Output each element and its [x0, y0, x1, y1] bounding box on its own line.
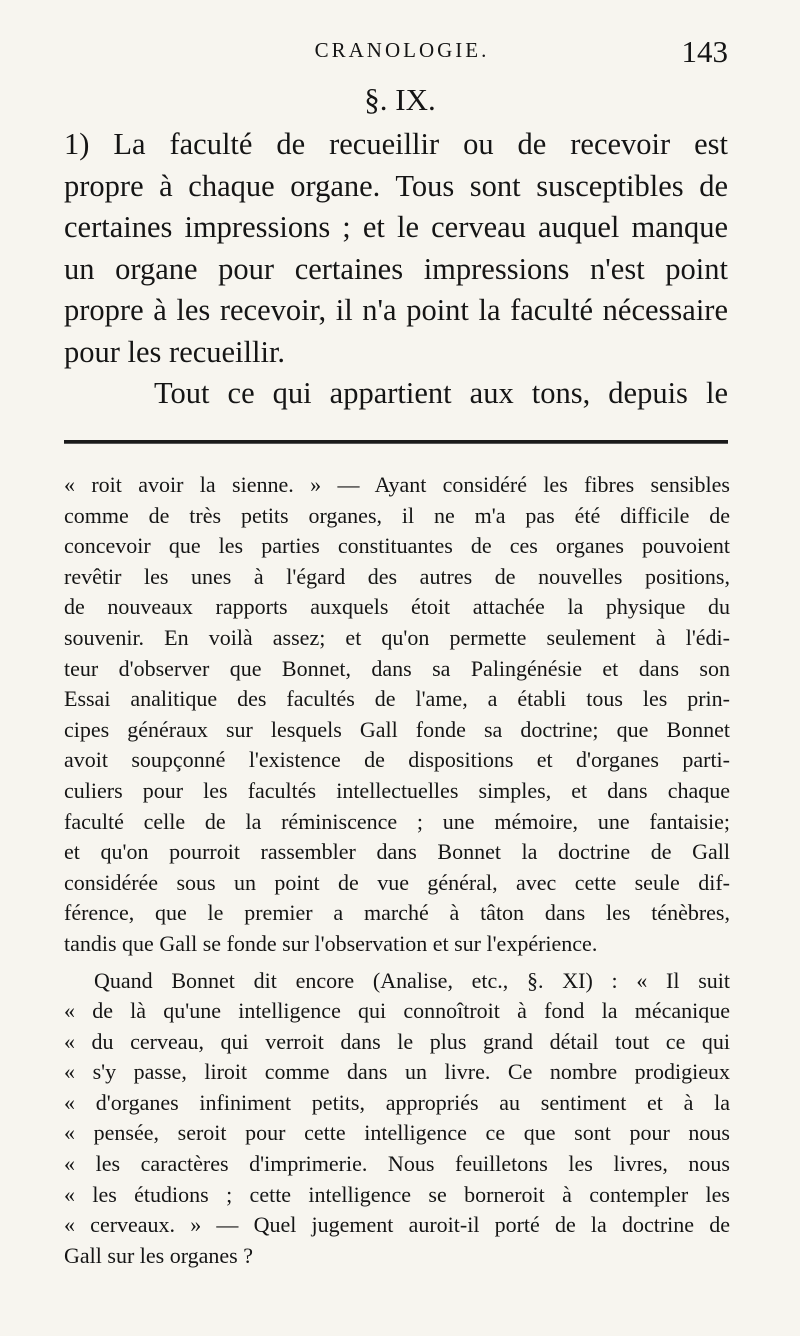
footnote-line: férence, que le premier a marché à tâton dans les ténèbres,	[64, 900, 730, 926]
page-header	[64, 34, 740, 74]
footnote-line: cipes généraux sur lesquels Gall fonde sa doctrine; que Bonnet	[64, 716, 730, 742]
footnote-line: concevoir que les parties constituantes de ces organes pouvoient	[64, 533, 730, 559]
body-line: un organe pour certaines impressions n'est point	[64, 251, 728, 286]
footnote-line: et qu'on pourroit rassembler dans Bonnet la doctrine de Gall	[64, 839, 730, 865]
body-line: Tout ce qui appartient aux tons, depuis le	[154, 376, 728, 410]
footnote-line: comme de très petits organes, il ne m'a pas été difficile de	[64, 502, 730, 528]
footnote-line: de nouveaux rapports auxquels étoit attachée la physique du	[64, 594, 730, 620]
running-head: CRANOLOGIE.	[314, 38, 490, 62]
footnote-line: culiers pour les facultés intellectuelles simples, et dans chaque	[64, 777, 730, 803]
section-heading: §. IX.	[364, 82, 436, 117]
main-text	[64, 124, 728, 415]
footnote-line: « cerveaux. » — Quel jugement auroit-il porté de la doctrine de	[64, 1212, 730, 1238]
footnote-line: tandis que Gall se fonde sur l'observation et sur l'expérience.	[64, 930, 598, 956]
footnote-line: « d'organes infiniment petits, appropriés au sentiment et à la	[64, 1089, 730, 1115]
body-line: certaines impressions ; et le cerveau auquel manque	[64, 210, 728, 244]
body-line: 1) La faculté de recueillir ou de recevoir est	[64, 127, 728, 161]
footnote-line: Quand Bonnet dit encore (Analise, etc., §. XI) : « Il suit	[94, 967, 730, 993]
footnote-line: « les étudions ; cette intelligence se borneroit à contempler les	[64, 1181, 730, 1207]
footnote-line: considérée sous un point de vue général, avec cette seule dif-	[64, 869, 730, 895]
footnote-line: « les caractères d'imprimerie. Nous feuilletons les livres, nous	[64, 1151, 730, 1177]
page-number: 143	[681, 34, 728, 69]
footnote-text	[64, 470, 730, 1271]
footnote-line: teur d'observer que Bonnet, dans sa Palingénésie et dans son	[64, 655, 730, 681]
footnote-line: « pensée, seroit pour cette intelligence ce que sont pour nous	[64, 1120, 730, 1146]
footnote-line: « de là qu'une intelligence qui connoîtroit à fond la mécanique	[64, 998, 730, 1024]
footnote-line: « s'y passe, liroit comme dans un livre. Ce nombre prodigieux	[64, 1059, 730, 1085]
footnote-line: avoit soupçonné l'existence de dispositions et d'organes parti-	[64, 747, 730, 773]
footnote-divider	[64, 440, 728, 444]
body-line: propre à les recevoir, il n'a point la faculté nécessaire	[64, 293, 728, 327]
body-line: pour les recueillir.	[64, 334, 286, 369]
footnote-line: « roit avoir la sienne. » — Ayant considéré les fibres sensibles	[64, 472, 730, 497]
footnote-line: souvenir. En voilà assez; et qu'on permette seulement à l'édi-	[64, 624, 730, 650]
footnote-line: faculté celle de la réminiscence ; une mémoire, une fantaisie;	[64, 808, 730, 834]
footnote-line: Essai analitique des facultés de l'ame, a établi tous les prin-	[64, 686, 730, 712]
footnote-line: « du cerveau, qui verroit dans le plus grand détail tout ce qui	[64, 1028, 730, 1054]
body-line: propre à chaque organe. Tous sont susceptibles de	[64, 168, 728, 203]
footnote-line: Gall sur les organes ?	[64, 1242, 253, 1268]
footnote-line: revêtir les unes à l'égard des autres de nouvelles positions,	[64, 563, 730, 589]
